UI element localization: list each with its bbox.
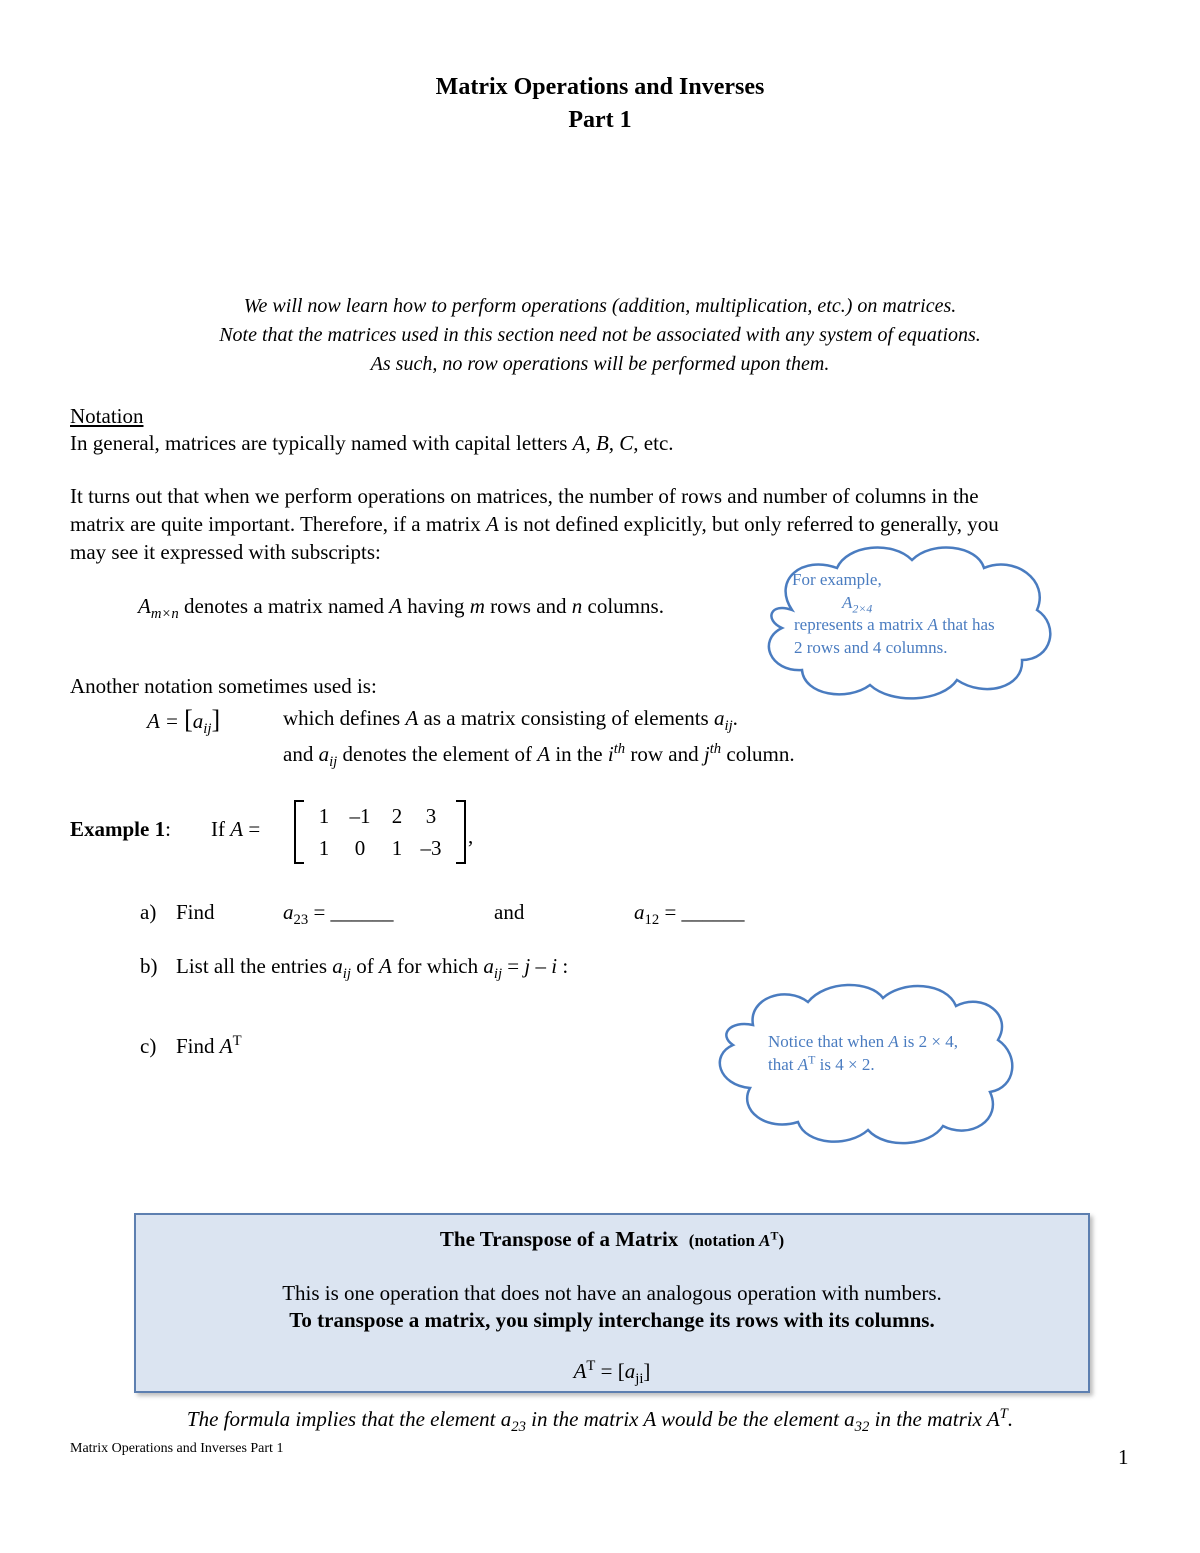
part-a-label: a) xyxy=(140,900,157,924)
matrix-cell: –1 xyxy=(349,804,371,828)
notation-heading: Notation xyxy=(70,404,144,428)
matrix-right-bracket xyxy=(456,800,466,864)
amn-definition: $A_{m\times n}$ denotes a matrix named A having m rows and n columns. xyxy=(138,594,664,623)
transpose-box-line-1: This is one operation that does not have an analogous operation with numbers. xyxy=(282,1281,942,1305)
part-a-find: Find xyxy=(176,900,215,924)
matrix-cell: 1 xyxy=(318,804,330,828)
intro-line-1: We will now learn how to perform operations (addition, multiplication, etc.) on matrices. xyxy=(243,295,957,317)
notation-general: In general, matrices are typically named with capital letters A, B, C, etc. xyxy=(70,431,674,455)
part-b-text: List all the entries $a_{ij}$ of A for which $a_{ij} = j - i$ : xyxy=(176,954,569,983)
matrix-cell: 1 xyxy=(391,836,403,860)
matrix-cell: 3 xyxy=(425,804,437,828)
transpose-box-formula: $A^T = [a_{ji}]$ xyxy=(573,1358,651,1388)
document-subtitle: Part 1 xyxy=(568,107,632,133)
intro-line-2: Note that the matrices used in this section need not be associated with any system of equations. xyxy=(219,324,981,346)
matrix-cell: 0 xyxy=(354,836,366,860)
cloud2-line-2: that $A^T$ is 4 × 2. xyxy=(768,1052,875,1074)
transpose-implication: The formula implies that the element $a_{23}$ in the matrix A would be the element $a_{32}$ in the matrix $A^T$. xyxy=(186,1406,1014,1436)
matrix-cell: 1 xyxy=(318,836,330,860)
matrix-cell: –3 xyxy=(420,836,442,860)
a12-blank: $a_{12}$ = ______ xyxy=(634,900,745,929)
part-b-label: b) xyxy=(140,954,158,978)
footer-title: Matrix Operations and Inverses Part 1 xyxy=(70,1441,284,1456)
notation-paragraph-line-3: may see it expressed with subscripts: xyxy=(70,540,381,564)
aij-formula: $A = [a_{ij}]$ xyxy=(147,705,221,738)
matrix-cell: 2 xyxy=(391,804,403,828)
cloud1-line-3: represents a matrix A that has xyxy=(794,615,995,634)
cloud1-line-1: For example, xyxy=(792,570,882,589)
a23-blank: $a_{23}$ = ______ xyxy=(283,900,394,929)
page-number: 1 xyxy=(1118,1445,1129,1469)
cloud1-line-2: $A_{2\times 4}$ xyxy=(842,593,873,616)
example-if: If A = xyxy=(211,817,261,841)
part-c-text: Find $A^T$ xyxy=(176,1033,242,1058)
cloud2-line-1: Notice that when A is 2 × 4, xyxy=(768,1032,958,1051)
transpose-box-title: The Transpose of a Matrix (notation $A^T$) xyxy=(439,1227,785,1251)
cloud1-line-4: 2 rows and 4 columns. xyxy=(794,638,948,657)
denotes-line: and $a_{ij}$ denotes the element of A in the $i^{th}$ row and $j^{th}$ column. xyxy=(283,741,795,771)
defines-line: which defines A as a matrix consisting of elements $a_{ij}$. xyxy=(283,706,738,735)
notation-paragraph-line-2: matrix are quite important. Therefore, if a matrix A is not defined explicitly, but only referred to generally, you xyxy=(70,512,999,536)
another-notation: Another notation sometimes used is: xyxy=(70,674,377,698)
part-c-label: c) xyxy=(140,1034,157,1058)
document-title: Matrix Operations and Inverses xyxy=(435,74,765,100)
transpose-definition-box xyxy=(134,1213,1090,1393)
example-label: Example 1: xyxy=(70,817,171,841)
notation-paragraph-line-1: It turns out that when we perform operations on matrices, the number of rows and number of columns in the xyxy=(70,484,979,508)
matrix-left-bracket xyxy=(294,800,304,864)
intro-line-3: As such, no row operations will be performed upon them. xyxy=(370,353,830,375)
transpose-box-line-2: To transpose a matrix, you simply interchange its rows with its columns. xyxy=(289,1308,935,1332)
and-text: and xyxy=(494,900,525,924)
matrix-a xyxy=(294,800,466,864)
matrix-comma: , xyxy=(468,824,474,848)
